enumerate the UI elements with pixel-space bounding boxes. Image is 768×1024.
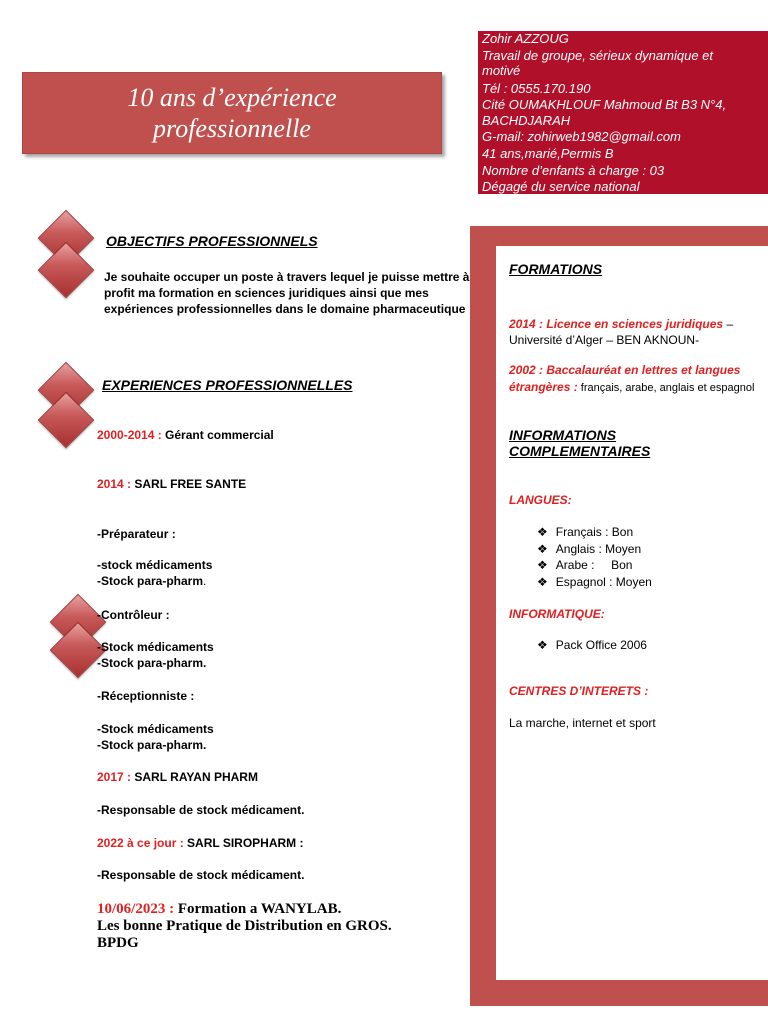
role-label: -Réceptionniste : bbox=[97, 689, 195, 703]
bullet-icon: ❖ bbox=[537, 638, 548, 652]
formation-languages: français, arabe, anglais et espagnol bbox=[577, 382, 755, 394]
role-detail: -Stock médicaments bbox=[97, 640, 214, 654]
centres-label: CENTRES D’INTERETS : bbox=[509, 684, 649, 698]
training-line: Les bonne Pratique de Distribution en GROS. bbox=[97, 918, 392, 934]
training-entry bbox=[97, 901, 392, 952]
bullet-icon: ❖ bbox=[537, 575, 548, 589]
informatique-label: INFORMATIQUE: bbox=[509, 607, 605, 621]
langues-label: LANGUES: bbox=[509, 493, 572, 507]
role-detail: -Stock para-pharm. bbox=[97, 738, 207, 752]
informatique-list bbox=[537, 638, 737, 656]
experience-title: SARL RAYAN PHARM bbox=[131, 770, 258, 784]
contact-line: motivé bbox=[482, 63, 521, 78]
list-item: Espagnol : Moyen bbox=[555, 575, 652, 589]
role-label: -Préparateur : bbox=[97, 527, 176, 541]
bullet-icon: ❖ bbox=[537, 542, 548, 556]
experience-entry bbox=[97, 770, 258, 785]
training-title: Formation a WANYLAB. bbox=[174, 901, 342, 917]
objectifs-line: Je souhaite occuper un poste à travers lequel je puisse mettre à bbox=[104, 270, 470, 284]
training-line: BPDG bbox=[97, 935, 139, 951]
role-detail: -Stock para-pharm. bbox=[97, 656, 207, 670]
role-detail: -Stock para-pharm. bbox=[97, 574, 207, 588]
training-date: 10/06/2023 : bbox=[97, 901, 175, 917]
infos-heading: INFORMATIONS COMPLEMENTAIRES bbox=[509, 427, 651, 459]
contact-children: Nombre d’enfants à charge : 03 bbox=[482, 163, 665, 178]
title-line-2: professionnelle bbox=[153, 114, 311, 143]
diamond-icon bbox=[38, 392, 95, 449]
bullet-icon: ❖ bbox=[537, 558, 548, 572]
formation-entry bbox=[509, 378, 754, 396]
formation-title: 2014 : Licence en sciences juridiques bbox=[509, 317, 724, 331]
contact-address: Cité OUMAKHLOUF Mahmoud Bt B3 N°4, bbox=[482, 97, 727, 112]
contact-address: BACHDJARAH bbox=[482, 113, 571, 128]
title-line-1: 10 ans d’expérience bbox=[127, 83, 337, 112]
contact-box bbox=[478, 31, 768, 194]
contact-name: Zohir AZZOUG bbox=[482, 31, 569, 46]
objectifs-heading: OBJECTIFS PROFESSIONNELS bbox=[106, 233, 318, 249]
objectifs-line: expériences professionnelles dans le domaine pharmaceutique bbox=[104, 302, 466, 316]
title-banner bbox=[22, 72, 442, 154]
centres-text: La marche, internet et sport bbox=[509, 716, 656, 730]
experiences-heading: EXPERIENCES PROFESSIONNELLES bbox=[102, 377, 353, 393]
role-label: -Contrôleur : bbox=[97, 608, 170, 622]
list-item: Pack Office 2006 bbox=[555, 638, 647, 652]
formation-entry: 2014 : Licence en sciences juridiques – bbox=[509, 317, 734, 331]
diamond-icon bbox=[38, 242, 95, 299]
list-item: Arabe : Bon bbox=[555, 558, 633, 572]
formations-heading: FORMATIONS bbox=[509, 261, 603, 277]
experience-date: 2022 à ce jour : bbox=[97, 836, 184, 850]
experience-entry bbox=[97, 428, 274, 443]
experience-date: 2017 : bbox=[97, 770, 132, 784]
langues-list bbox=[537, 525, 737, 595]
contact-age: 41 ans,marié,Permis B bbox=[482, 146, 614, 161]
experience-date: 2014 : bbox=[97, 477, 132, 491]
experience-date: 2000-2014 : bbox=[97, 428, 162, 442]
experience-entry bbox=[97, 477, 246, 492]
contact-service: Dégagé du service national bbox=[482, 179, 640, 194]
bullet-icon: ❖ bbox=[537, 525, 548, 539]
role-detail: -stock médicaments bbox=[97, 558, 213, 572]
experience-title: SARL FREE SANTE bbox=[131, 477, 247, 491]
list-item: Français : Bon bbox=[555, 525, 634, 539]
contact-line: Travail de groupe, sérieux dynamique et bbox=[482, 48, 713, 63]
role-detail: -Responsable de stock médicament. bbox=[97, 868, 305, 882]
objectifs-line: profit ma formation en sciences juridiques ainsi que mes bbox=[104, 286, 429, 300]
list-item: Anglais : Moyen bbox=[555, 542, 642, 556]
role-detail: -Responsable de stock médicament. bbox=[97, 803, 305, 817]
experience-entry bbox=[97, 836, 304, 851]
formation-school: Université d’Alger – BEN AKNOUN- bbox=[509, 333, 700, 347]
formation-title: étrangères : bbox=[509, 380, 578, 394]
contact-phone: Tél : 0555.170.190 bbox=[482, 81, 591, 96]
contact-email: G-mail: zohirweb1982@gmail.com bbox=[482, 129, 681, 144]
experience-title: Gérant commercial bbox=[161, 428, 274, 442]
role-detail: -Stock médicaments bbox=[97, 722, 214, 736]
experience-title: SARL SIROPHARM : bbox=[183, 836, 304, 850]
formation-title: 2002 : Baccalauréat en lettres et langues bbox=[509, 363, 741, 377]
